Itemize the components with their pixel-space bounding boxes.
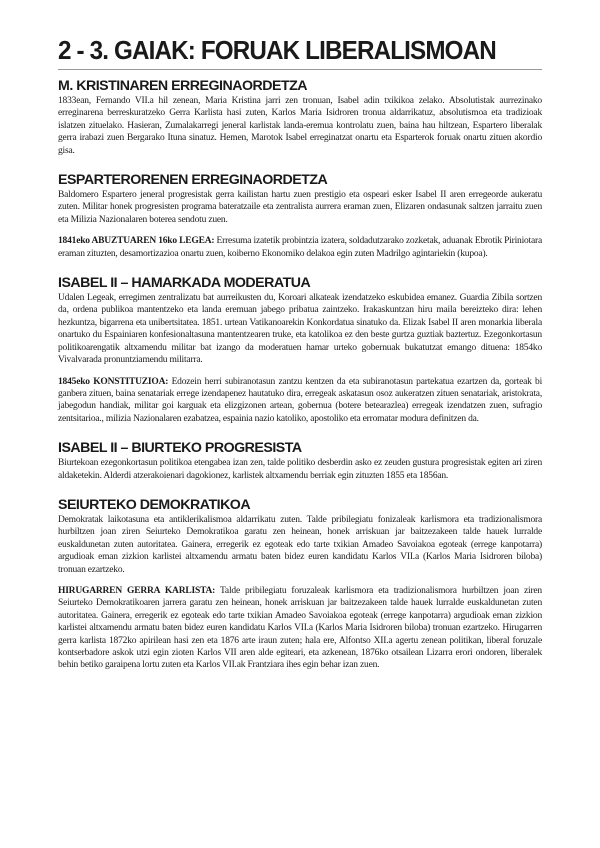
section-paragraph <box>58 95 542 157</box>
section-heading: ISABEL II – BIURTEKO PROGRESISTA <box>58 440 302 457</box>
section-paragraph <box>58 235 542 260</box>
section-heading: SEIURTEKO DEMOKRATIKOA <box>58 496 251 513</box>
section-paragraph <box>58 189 542 226</box>
section-paragraph <box>58 457 542 482</box>
section-progressive-biennium <box>58 439 542 482</box>
paragraph-text: Demokratak laikotasuna eta antiklerikalismoa aldarrikatu zuten. Talde pribilegiatu fonizaleak karlismora eta tradizionalismora hurbiltzen joan ziren Seiurteko Demokratikoa garatu zen heinean, honek arriskuan jar baitzezakeen talde hauek lurralde euskaldunetan zuten autoritatea. Gainera, erregerik ez egoteak edo tarte txikian Amadeo Savoiakoa egoteak (errege kanpotarra) argudioak eman zizkion karlistei altxamendu armatu baten bidez euren kandidatu Karlos VII.a (Karlos Maria Isidroren biloba) tronuan ezartzeko. <box>58 514 542 575</box>
section-paragraph <box>58 514 542 576</box>
section-moderate-decade <box>58 274 542 425</box>
title-divider <box>58 69 542 70</box>
paragraph-text: Biurtekoan ezegonkortasun politikoa etengabea izan zen, talde politiko desberdin asko ez zeuden gustura progresistak egiten ari ziren aldaketekin. Alderdi atzerakoienari dagokionez, karlistek altxamendu berriak egin zituzten 1855 eta 1856an. <box>58 458 542 481</box>
section-paragraph <box>58 376 542 426</box>
section-democratic-sexennium <box>58 496 542 672</box>
paragraph-text: Talde pribilegiatu foruzaleak karlismora eta tradizionalismora hurbiltzen joan ziren Seiurteko Demokratikoaren jarrera garatu zen heinean, honek arriskuan jar baitzezakeen talde hauek lurralde euskaldunetan zuten autoritatea. Gainera, erregerik ez egoteak edo tarte txikian Amadeo Savoiakoa egoteak (errege kanpotarra) argudioak eman zizkion karlistei altxamendu armatu baten bidez euren kandidatu Karlos VII.a (Karlos Maria Isidroren biloba) tronuan ezartzeko. Hirugarren gerra karlista 1872ko apirilean hasi zen eta 1876 arte iraun zuten; hala ere, Alfontso XII.a agertu zenean politikan, liberal foruzale kontserbadore askok utzi egin zioten Karlos VII aren alde egiteari, eta azkenean, 1876ko otsailean Lizarra erori ondoren, liberalek behin betiko garaipena lortu zuten eta Karlos VII.ak Frantziara ihes egin behar izan zuen. <box>58 585 542 671</box>
paragraph-text: 1833ean, Fernando VII.a hil zenean, Maria Kristina jarri zen tronuan, Isabel adin txikikoa zelako. Absolutistak aurrezinako erreginarena berreskuratzeko Gerra Karlista hasi zuten, Karlos Maria Isidroren tronua aldarrikatuz, absolutismoa eta tradizioak islatzen zituelako. Hasieran, Zumalakarregi jeneral karlistak landa-eremua kontrolatu zuen, baina hau hiltzean, Espartero liberalak gerra irabazi zuen Bergarako Ituna sinatuz. Hemen, Marotok Isabel erreginatzat onartu eta Esparterok foruak onartu zituen akordio gisa. <box>58 96 542 156</box>
paragraph-text: Erresuma izatetik probintzia izatera, soldadutzarako zozketak, aduanak Ebrotik Piriniotara eraman zituzten, desamortizazioa onartu zuen, koiberno Ekonomiko delakoa egin zuten Madrilgo agintariekin (kupoa). <box>58 236 542 259</box>
section-paragraph <box>58 292 542 366</box>
section-paragraph <box>58 585 542 672</box>
document-title: 2 - 3. GAIAK: FORUAK LIBERALISMOAN <box>58 37 496 65</box>
section-heading: ISABEL II – HAMARKADA MODERATUA <box>58 275 311 292</box>
paragraph-text: Edozein herri subiranotasun zantzu kentzen da eta subiranotasun partekatua ezartzen da, gorteak bi ganbera zituen, baina senatariak errege izendapenez hautatuko dira, erregeak askatasun osoz aukeratzen zituen senatariak, aristokrata, jabegodun handiak, militar goi karguak eta elizgizonen artean, gobernua (botere betearazlea) erregeak izendatzen zuen, sufragio zentsitarioa., milizia Nazionalaren ezabatzea, espainia nazio katoliko, apostoliko eta erromatar modura definitzen da. <box>58 376 543 424</box>
section-heading: M. KRISTINAREN ERREGINAORDETZA <box>58 78 308 94</box>
paragraph-text: Baldomero Espartero jeneral progresistak gerra kailistan hartu zuen prestigio eta ospeari esker Isabel II aren erregeorde aukeratu zuten. Militar honek progresisten programa bateratzaile eta zentralista aurrera eraman zuen, Elizaren ondasunak saltzen jarraitu zuen eta Milizia Nazionalaren boterea sendotu zuen. <box>58 190 542 225</box>
section-heading: ESPARTERORENEN ERREGINAORDETZA <box>58 172 328 189</box>
paragraph-text: Udalen Legeak, erregimen zentralizatu bat aurreikusten du, Koroari alkateak izendatzeko eskubidea emanez. Guardia Zibila sortzen da, ordena publikoa mantentzeko eta landa eremuan jabego pribatua zaintzeko. Irakaskuntzan hiru maila bereizteko dira: lehen hezkuntza, bigarrena eta unibertsitatea. 1851. urtean Vatikanoarekin Konkordatua sinatuko da. Elizak Isabel II aren monarkia liberala onartuko du Espainiaren konfesionaltasuna mantentzearen truke, eta katolikoa ez den beste gurtza guztiak baztertuz. Ezegonkortasun politikoarengatik altxamendu militar bat izango da moderatuen hamar urteko gobernuak bukatutzat emango dituena: 1854ko Vivalvarada pronuntziamendu militarra. <box>58 293 542 366</box>
section-kristina-regency <box>58 77 542 157</box>
paragraph-lead: HIRUGARREN GERRA KARLISTA: <box>58 585 216 596</box>
section-espartero-regency <box>58 171 542 260</box>
paragraph-lead: 1845eko KONSTITUZIOA: <box>58 376 169 387</box>
paragraph-lead: 1841eko ABUZTUAREN 16ko LEGEA: <box>58 236 215 247</box>
